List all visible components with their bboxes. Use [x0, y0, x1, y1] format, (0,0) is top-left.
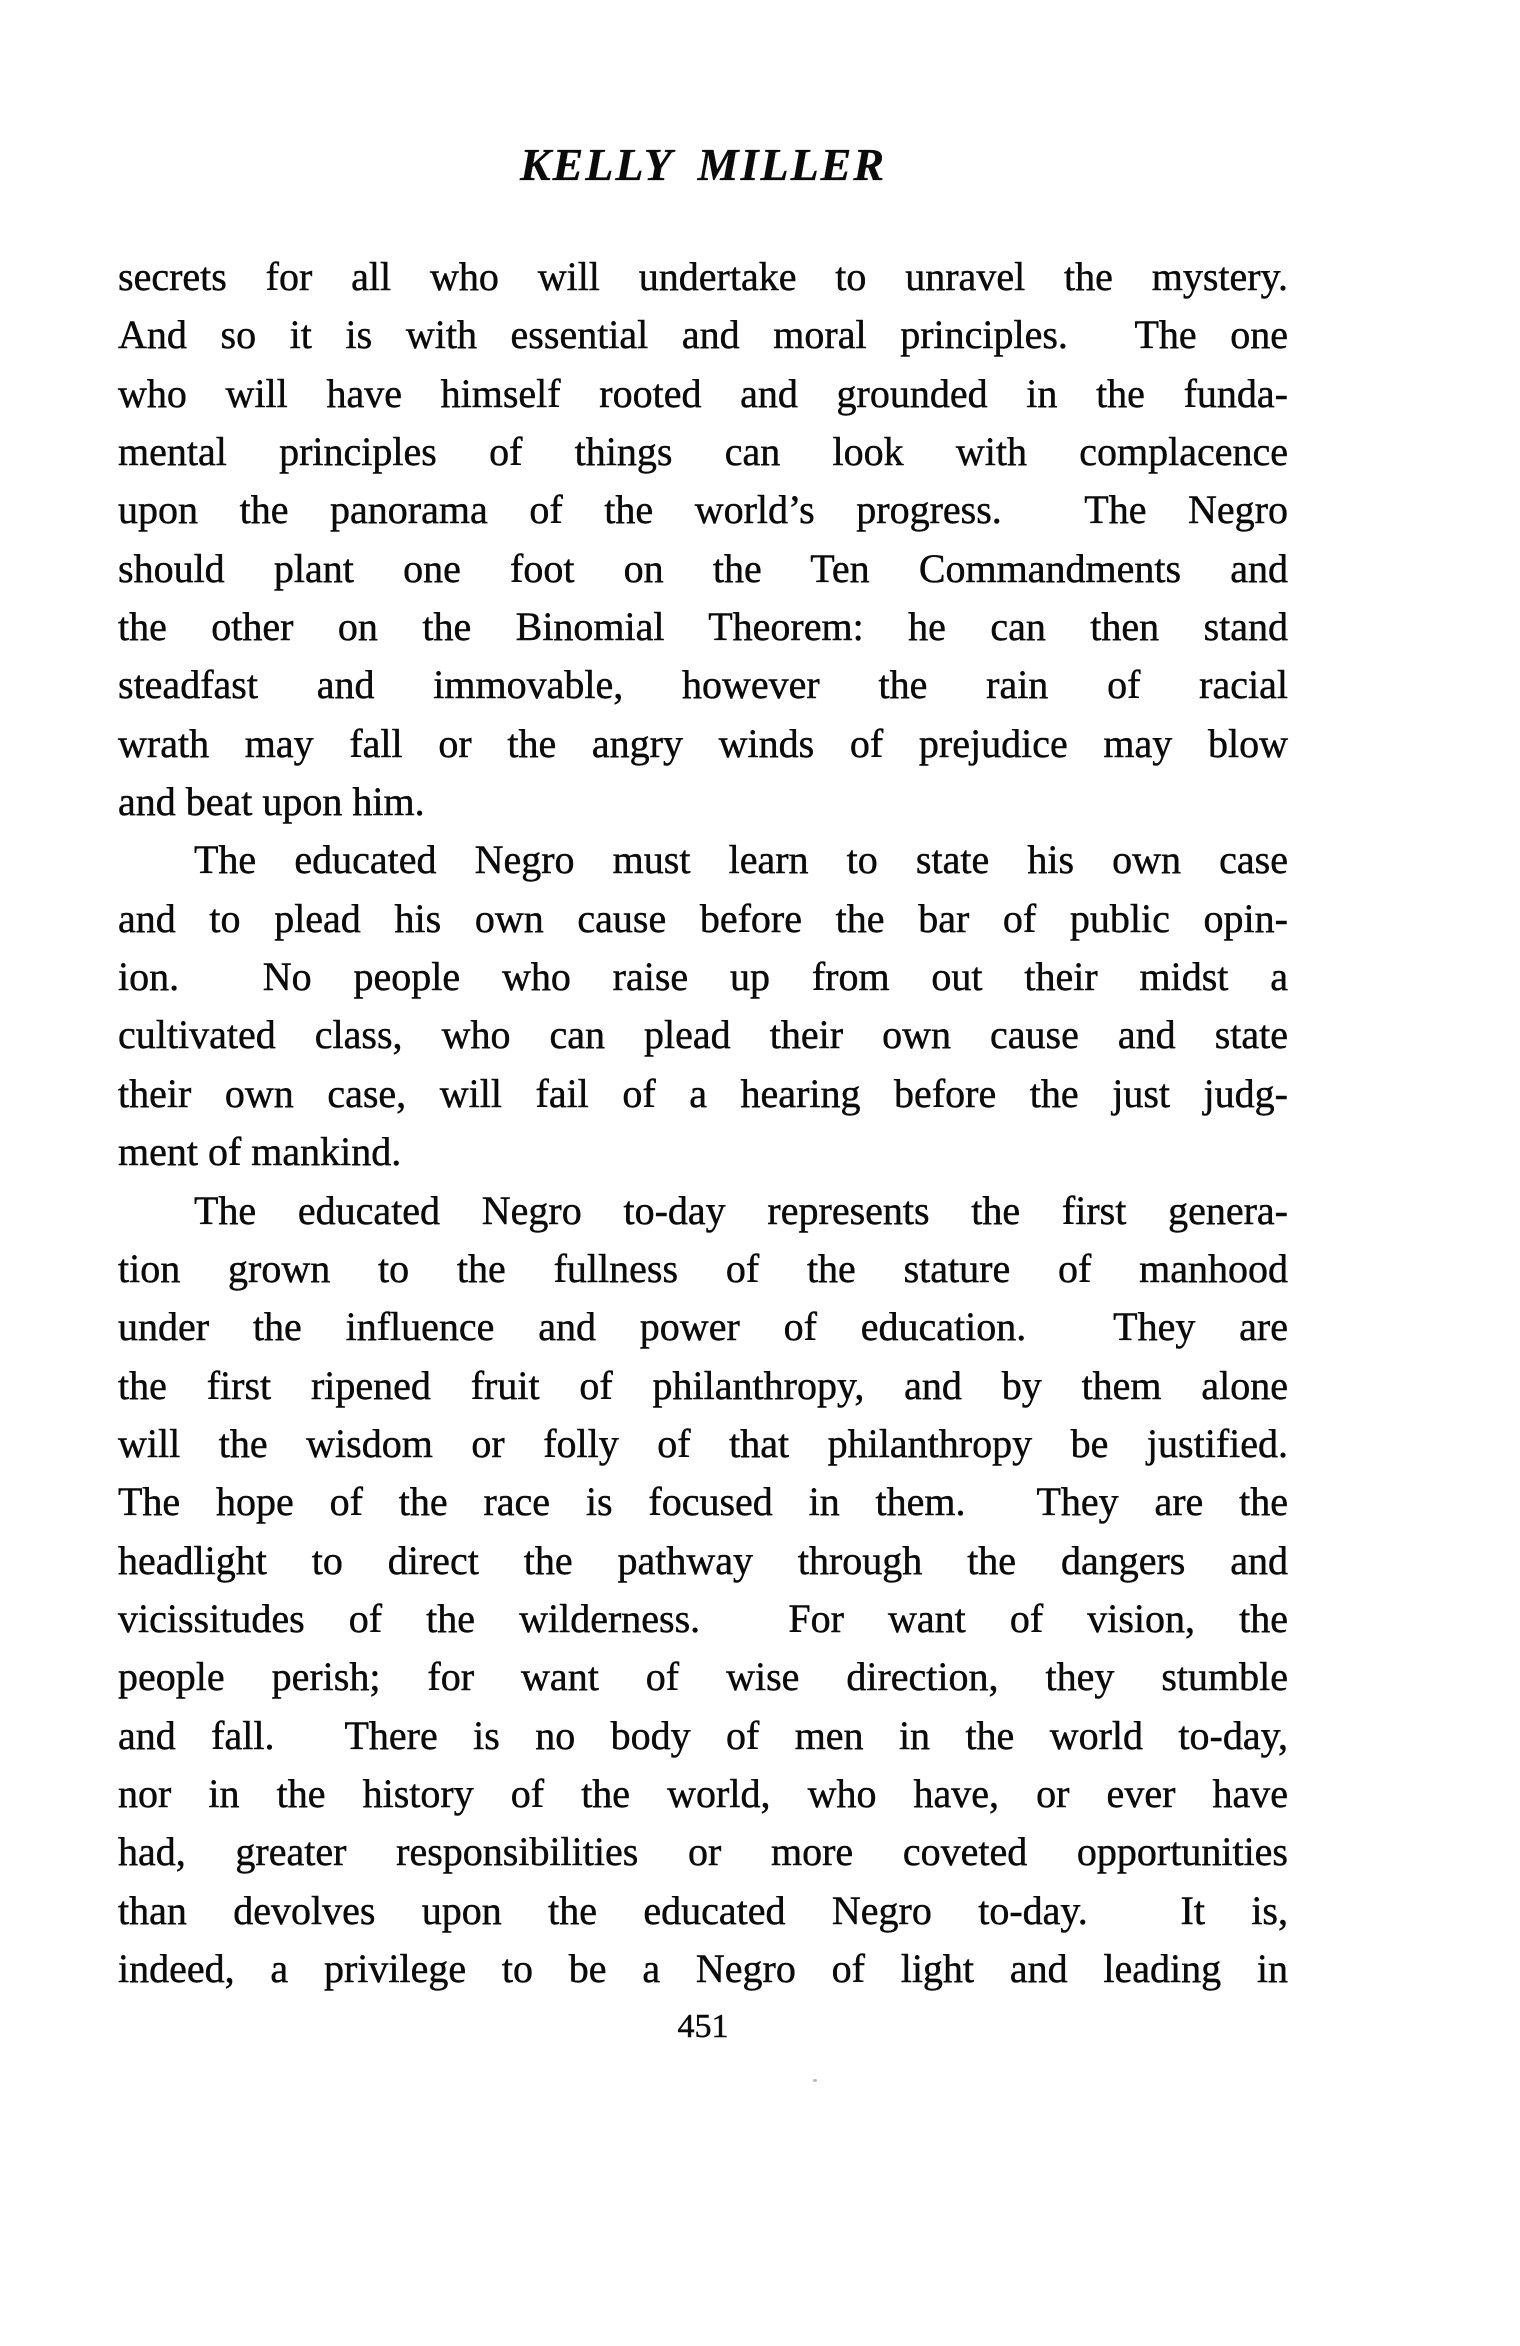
text-line: indeed, a privilege to be a Negro of light and leading in — [118, 1945, 1288, 1991]
page-number: 451 — [677, 2008, 729, 2045]
text-line: steadfast and immovable, however the rain of racial — [118, 662, 1288, 708]
text-line: The educated Negro must learn to state his own case — [194, 837, 1288, 883]
text-line: their own case, will fail of a hearing before the just judg- — [118, 1070, 1288, 1116]
text-line: ion. No people who raise up from out their midst a — [118, 954, 1288, 1000]
text-line: had, greater responsibilities or more coveted opportunities — [118, 1829, 1288, 1875]
text-line: vicissitudes of the wilderness. For want of vision, the — [118, 1595, 1288, 1641]
text-line: and beat upon him. — [118, 779, 425, 825]
text-line: should plant one foot on the Ten Commandments and — [118, 545, 1288, 591]
text-line: the other on the Binomial Theorem: he can then stand — [118, 604, 1288, 650]
text-line: under the influence and power of education. They are — [118, 1304, 1288, 1350]
text-line: The hope of the race is focused in them. They are the — [118, 1479, 1288, 1525]
text-line: ment of mankind. — [118, 1129, 402, 1175]
text-line: secrets for all who will undertake to unravel the mystery. — [118, 254, 1288, 299]
text-line: wrath may fall or the angry winds of prejudice may blow — [118, 720, 1288, 766]
running-head: KELLY MILLER — [519, 139, 887, 190]
text-line: and to plead his own cause before the bar of public opin- — [118, 895, 1288, 941]
text-line: And so it is with essential and moral principles. The one — [118, 312, 1288, 358]
text-line: people perish; for want of wise direction, they stumble — [118, 1654, 1288, 1700]
text-line: tion grown to the fullness of the stature of manhood — [118, 1245, 1288, 1291]
scan-artifact-speck — [813, 2079, 817, 2082]
text-line: who will have himself rooted and grounded in the funda- — [118, 370, 1288, 416]
text-line: than devolves upon the educated Negro to-day. It is, — [118, 1887, 1288, 1933]
text-line: cultivated class, who can plead their own cause and state — [118, 1012, 1288, 1058]
text-line: will the wisdom or folly of that philanthropy be justified. — [118, 1420, 1288, 1466]
text-block — [118, 248, 1288, 1998]
text-line: headlight to direct the pathway through the dangers and — [118, 1537, 1288, 1583]
text-line: The educated Negro to-day represents the first genera- — [194, 1187, 1288, 1233]
text-line: mental principles of things can look with complacence — [118, 429, 1288, 475]
text-line: upon the panorama of the world’s progress. The Negro — [118, 487, 1288, 533]
text-line: nor in the history of the world, who have, or ever have — [118, 1770, 1288, 1816]
text-line: the first ripened fruit of philanthropy, and by them alone — [118, 1362, 1288, 1408]
text-line: and fall. There is no body of men in the world to-day, — [118, 1712, 1288, 1758]
